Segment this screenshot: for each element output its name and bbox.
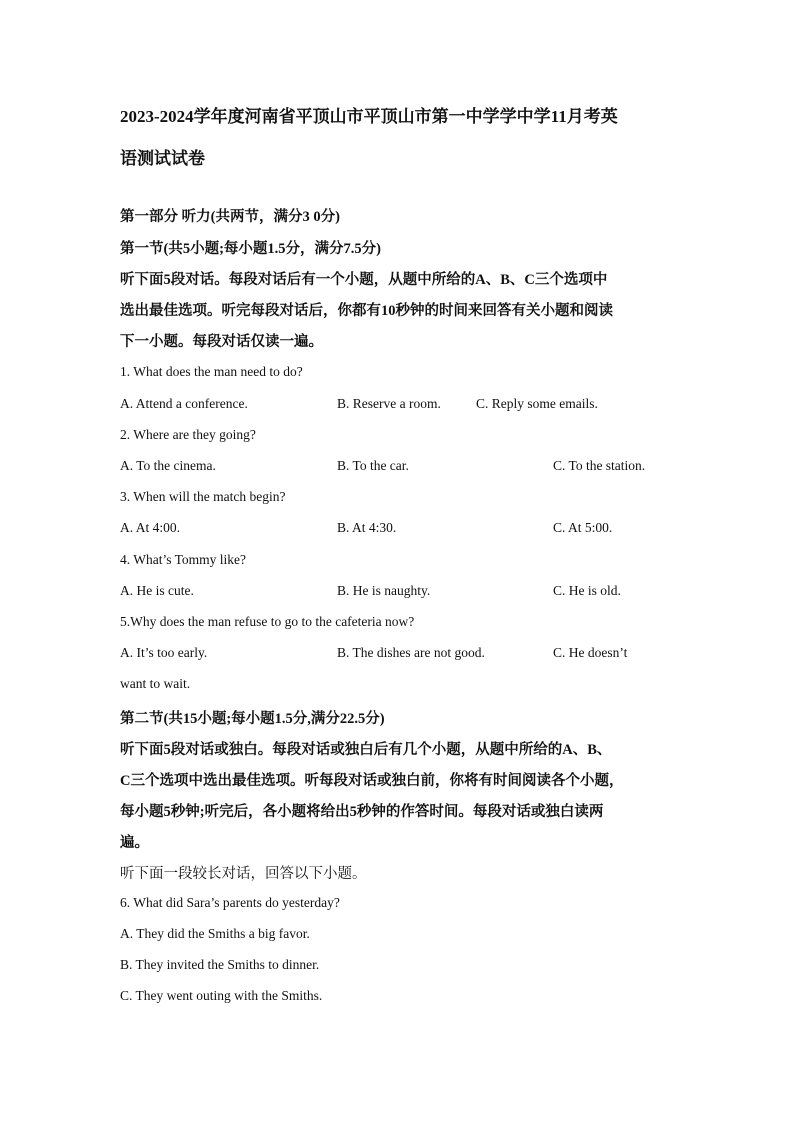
option-c: C. Reply some emails.	[476, 396, 598, 411]
question-stem: 4. What’s Tommy like?	[120, 552, 247, 567]
option-a: A. He is cute.	[120, 583, 194, 598]
question-stem: 6. What did Sara’s parents do yesterday?	[120, 895, 340, 910]
option-continuation: want to wait.	[120, 676, 191, 691]
option-c: C. To the station.	[553, 458, 646, 473]
section2-instruction-line: 遍。	[120, 835, 149, 851]
option-a: A. At 4:00.	[120, 520, 181, 535]
option-c: C. At 5:00.	[553, 520, 613, 535]
section1-heading: 第一节(共5小题;每小题1.5分，满分7.5分)	[120, 241, 381, 257]
section2-instruction-line: 每小题5秒钟;听完后，各小题将给出5秒钟的作答时间。每段对话或独白读两	[120, 804, 604, 820]
sub-instruction: 听下面一段较长对话，回答以下小题。	[120, 866, 367, 882]
option-b: B. They invited the Smiths to dinner.	[120, 957, 320, 972]
section2-heading: 第二节(共15小题;每小题1.5分,满分22.5分)	[120, 711, 385, 727]
section1-instruction-line: 听下面5段对话。每段对话后有一个小题，从题中所给的A、B、C三个选项中	[120, 272, 608, 288]
option-a: A. It’s too early.	[120, 645, 208, 660]
question-stem: 2. Where are they going?	[120, 427, 256, 442]
option-c: C. He is old.	[553, 583, 621, 598]
option-a: A. Attend a conference.	[120, 396, 248, 411]
option-c: C. He doesn’t	[553, 645, 628, 660]
section1-instruction-line: 下一小题。每段对话仅读一遍。	[120, 334, 323, 350]
section2-instruction-line: 听下面5段对话或独白。每段对话或独白后有几个小题，从题中所给的A、B、	[120, 742, 612, 758]
question-stem: 1. What does the man need to do?	[120, 364, 303, 379]
option-a: A. They did the Smiths a big favor.	[120, 926, 310, 941]
option-b: B. The dishes are not good.	[337, 645, 485, 660]
question-stem: 3. When will the match begin?	[120, 489, 286, 504]
option-b: B. He is naughty.	[337, 583, 431, 598]
section2-instruction-line: C三个选项中选出最佳选项。听每段对话或独白前，你将有时间阅读各个小题，	[120, 773, 624, 789]
section1-instruction-line: 选出最佳选项。听完每段对话后，你都有10秒钟的时间来回答有关小题和阅读	[120, 303, 613, 319]
option-b: B. Reserve a room.	[337, 396, 441, 411]
part1-heading: 第一部分 听力(共两节，满分3 0分)	[120, 209, 340, 225]
option-a: A. To the cinema.	[120, 458, 216, 473]
option-b: B. To the car.	[337, 458, 409, 473]
option-b: B. At 4:30.	[337, 520, 397, 535]
question-stem: 5.Why does the man refuse to go to the cafeteria now?	[120, 614, 415, 629]
document-title-line-2: 语测试试卷	[120, 149, 205, 168]
document-title-line-1: 2023-2024学年度河南省平顶山市平顶山市第一中学学中学11月考英	[120, 107, 618, 126]
option-c: C. They went outing with the Smiths.	[120, 988, 323, 1003]
